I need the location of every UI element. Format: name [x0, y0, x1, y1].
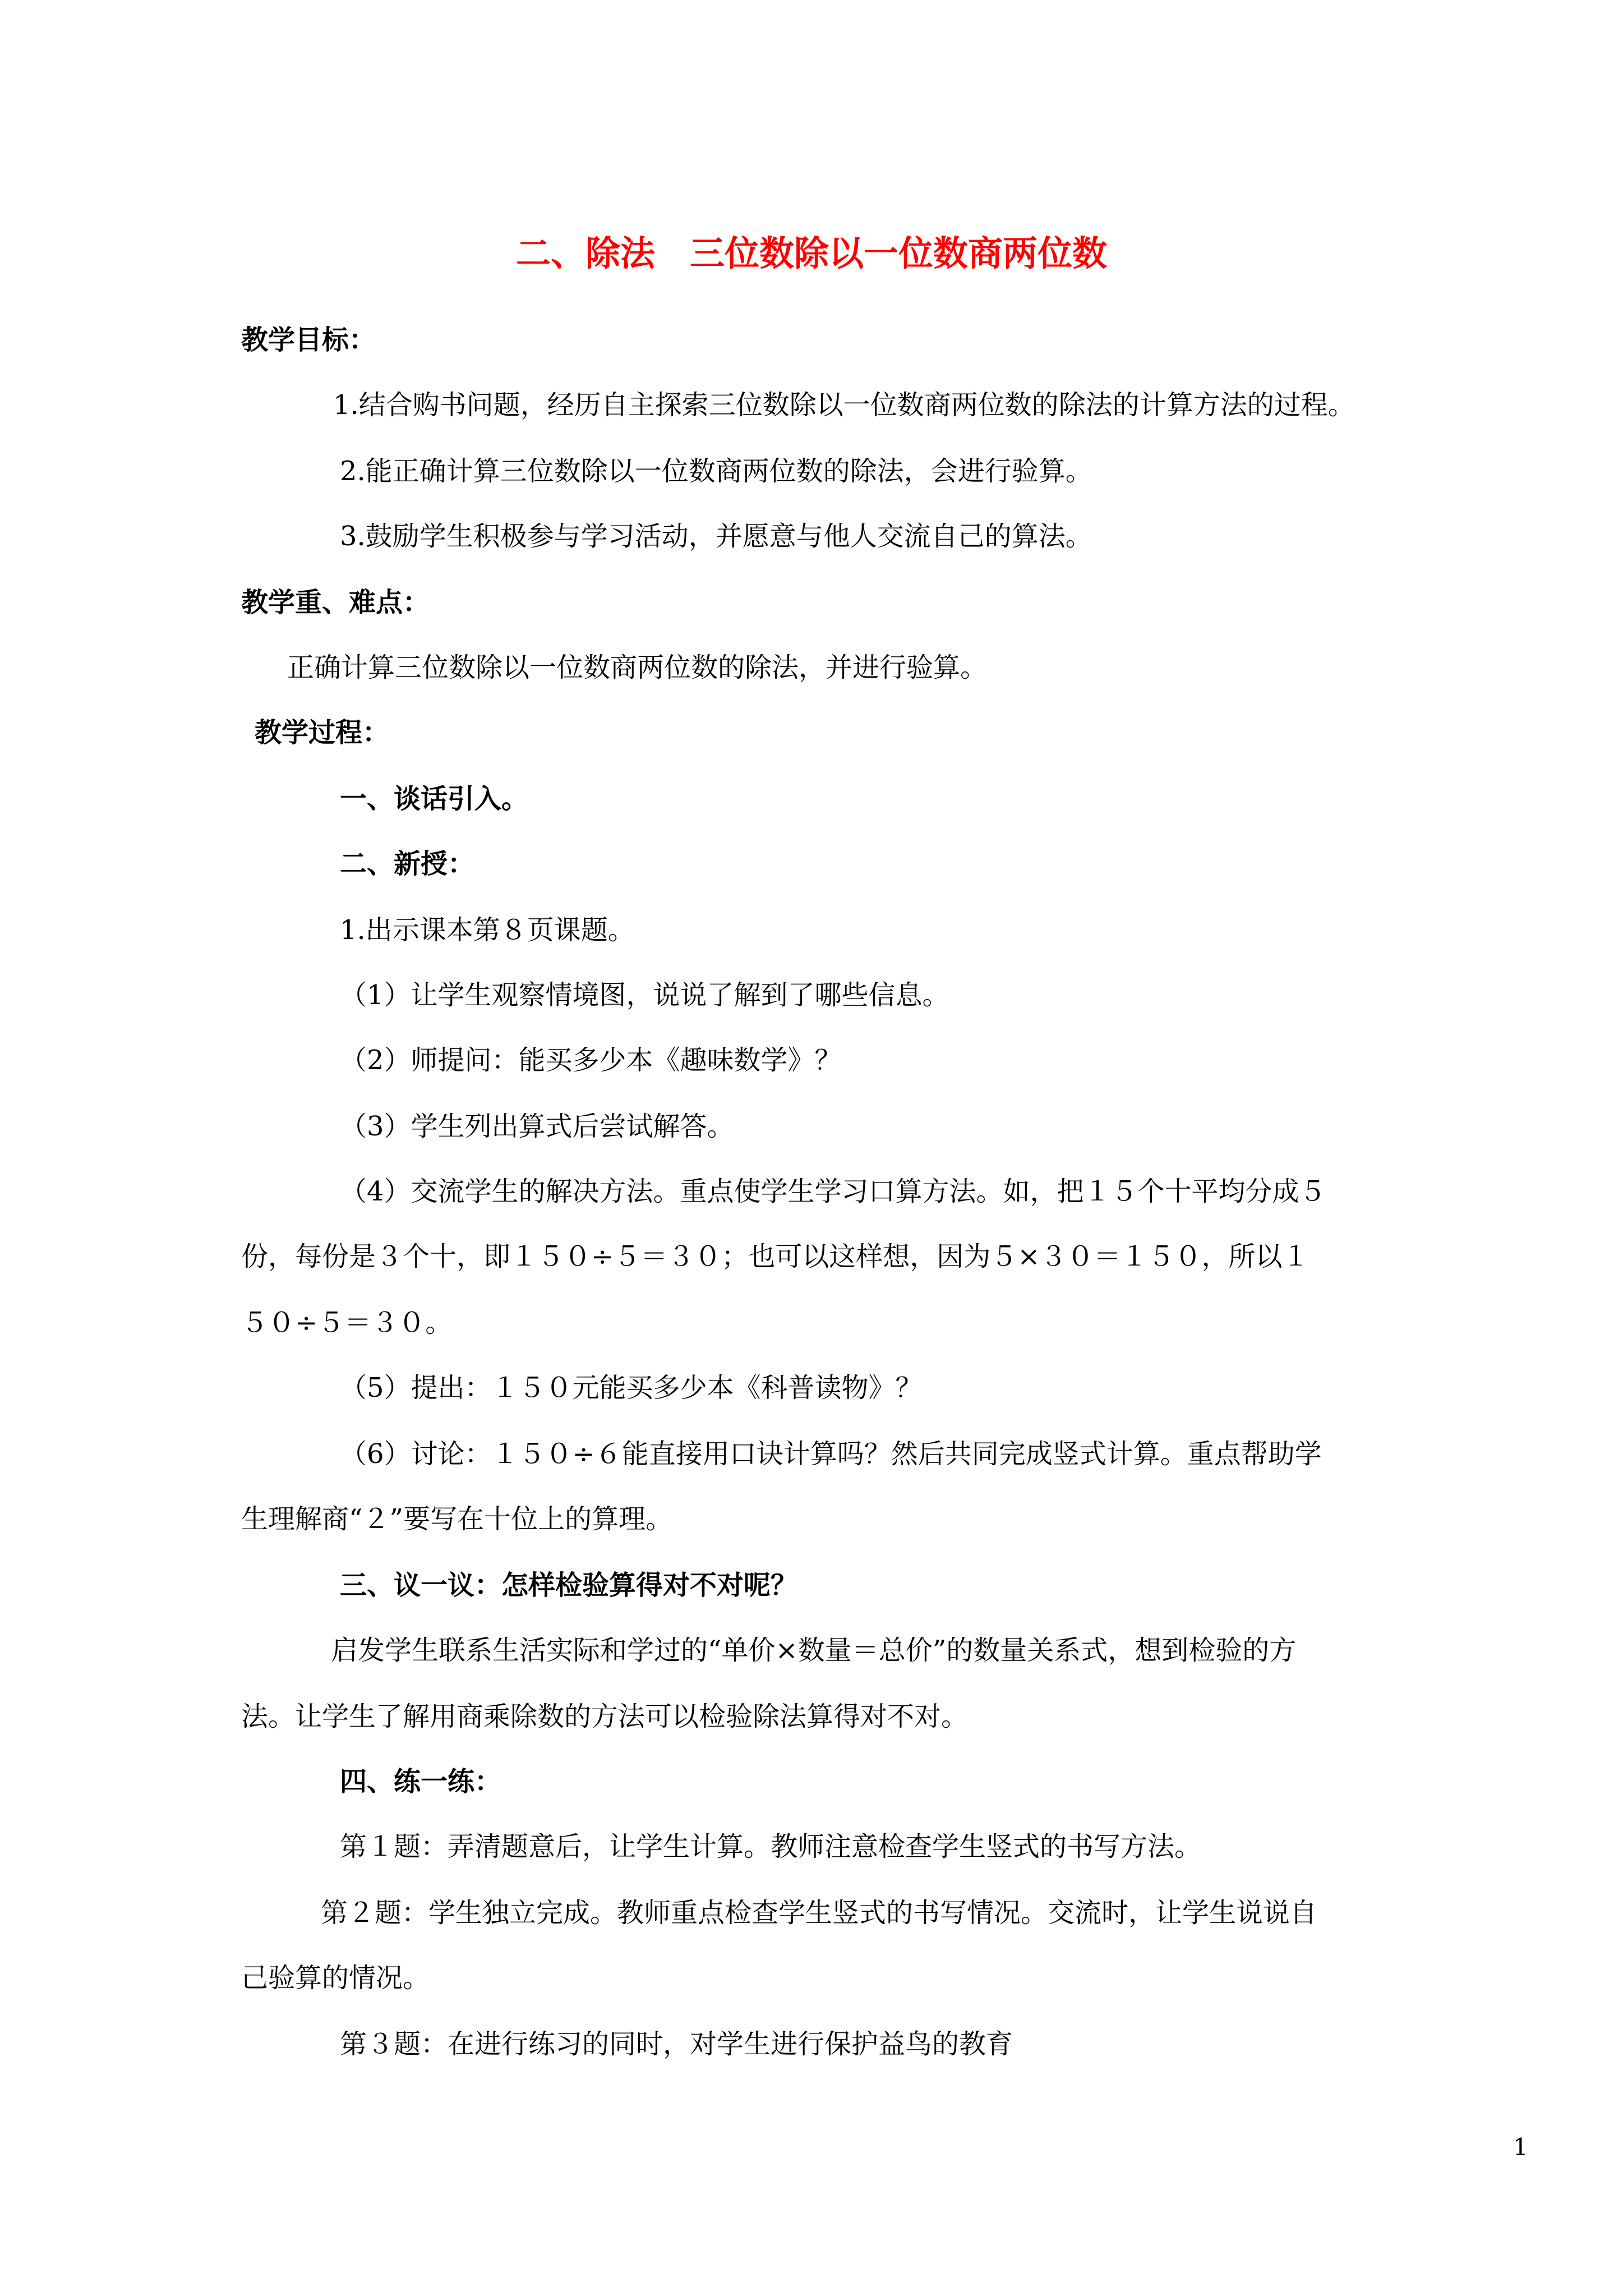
discuss-line-1: 启发学生联系生活实际和学过的“单价×数量＝总价”的数量关系式，想到检验的方	[331, 1635, 1297, 1666]
section-heading-discuss: 三、议一议：怎样检验算得对不对呢？	[340, 1570, 798, 1601]
objective-item-1: 1.结合购书问题，经历自主探索三位数除以一位数商两位数的除法的计算方法的过程。	[333, 389, 1355, 421]
sub-step-4-line-2: 份，每份是３个十，即１５０÷５＝３０；也可以这样想，因为５×３０＝１５０，所以１	[241, 1241, 1310, 1272]
sub-step-6-line-2: 生理解商“２”要写在十位上的算理。	[241, 1503, 673, 1535]
sub-step-5: （5）提出：１５０元能买多少本《科普读物》？	[340, 1372, 923, 1404]
exercise-2-line-1: 第２题：学生独立完成。教师重点检查学生竖式的书写情况。交流时，让学生说说自	[321, 1897, 1317, 1929]
section-heading-new-lesson: 二、新授：	[340, 848, 475, 880]
sub-step-4-line-3: ５０÷５＝３０。	[241, 1307, 453, 1338]
process-heading: 教学过程：	[255, 717, 390, 748]
objective-item-2: 2.能正确计算三位数除以一位数商两位数的除法，会进行验算。	[340, 455, 1092, 487]
section-heading-practice: 四、练一练：	[340, 1766, 502, 1797]
exercise-3: 第３题：在进行练习的同时，对学生进行保护益鸟的教育	[340, 2028, 1013, 2060]
key-points-text: 正确计算三位数除以一位数商两位数的除法，并进行验算。	[287, 652, 988, 683]
objective-item-3: 3.鼓励学生积极参与学习活动，并愿意与他人交流自己的算法。	[340, 521, 1092, 552]
sub-step-3: （3）学生列出算式后尝试解答。	[340, 1111, 734, 1142]
sub-step-6-line-1: （6）讨论：１５０÷６能直接用口诀计算吗？然后共同完成竖式计算。重点帮助学	[340, 1438, 1322, 1470]
objectives-heading: 教学目标：	[241, 324, 376, 356]
step-1: 1.出示课本第８页课题。	[340, 914, 635, 946]
sub-step-1: （1）让学生观察情境图，说说了解到了哪些信息。	[340, 979, 949, 1011]
sub-step-4-line-1: （4）交流学生的解决方法。重点使学生学习口算方法。如，把１５个十平均分成５	[340, 1176, 1326, 1207]
section-heading-intro: 一、谈话引入。	[340, 783, 529, 815]
sub-step-2: （2）师提问：能买多少本《趣味数学》？	[340, 1045, 842, 1076]
exercise-2-line-2: 己验算的情况。	[241, 1962, 430, 1994]
key-points-heading: 教学重、难点：	[241, 587, 430, 618]
discuss-line-2: 法。让学生了解用商乘除数的方法可以检验除法算得对不对。	[241, 1701, 969, 1732]
exercise-1: 第１题：弄清题意后，让学生计算。教师注意检查学生竖式的书写方法。	[340, 1831, 1202, 1862]
page-number: 1	[1513, 2133, 1528, 2161]
document-title: 二、除法 三位数除以一位数商两位数	[515, 233, 1107, 274]
